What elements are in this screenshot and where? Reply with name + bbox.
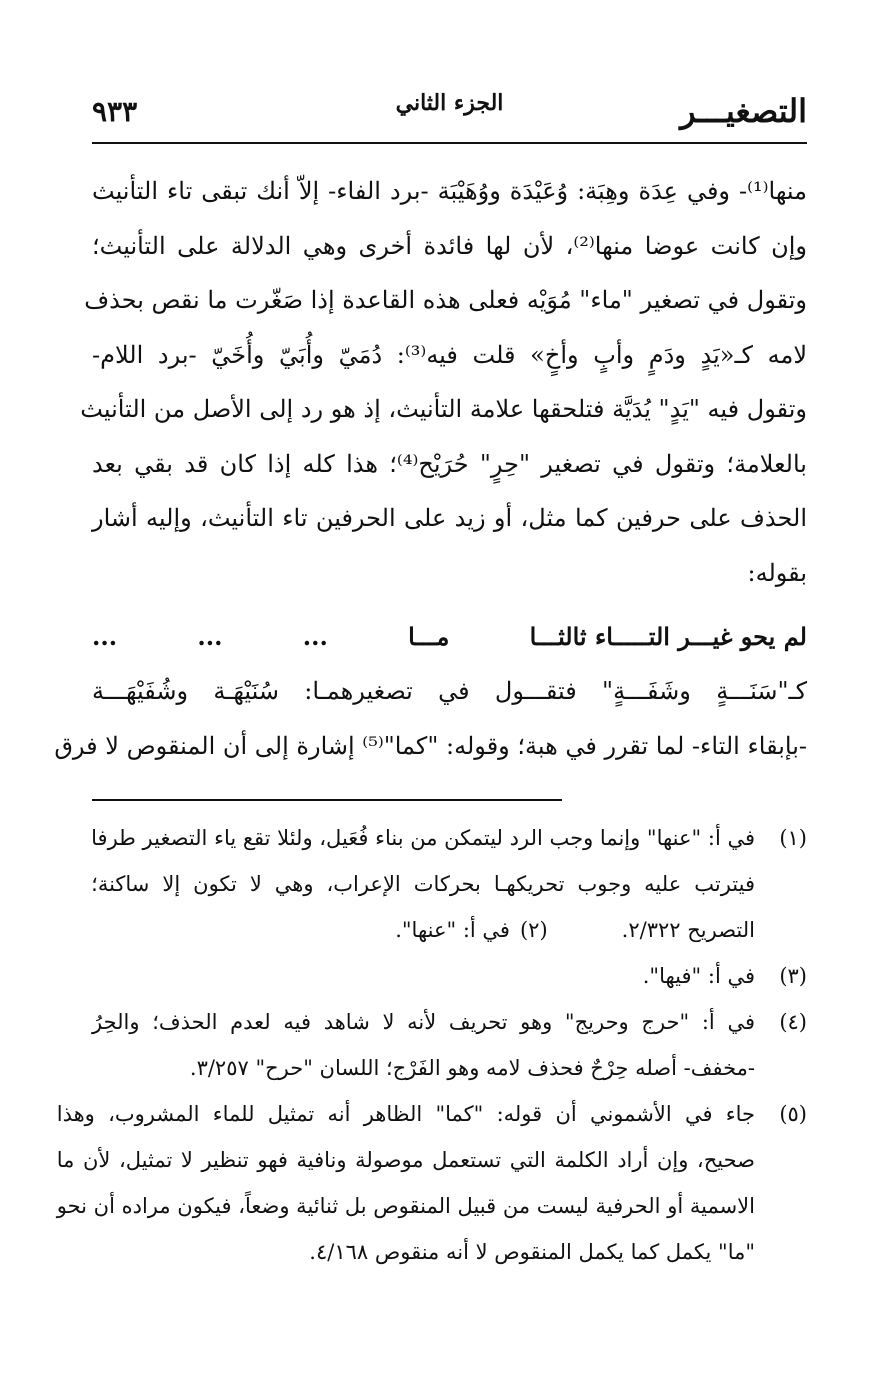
text-line: وإن كانت عوضا منها⁽²⁾، لأن لها فائدة أخرى وهي الدلالة على التأنيث؛ xyxy=(92,231,807,260)
footnote-1 xyxy=(92,815,807,953)
verse-middle-word: مـــا xyxy=(408,622,450,651)
footnote-line: "ما" يكمل كما يكمل المنقوص لا أنه منقوص ٤/١٦٨. xyxy=(309,1240,755,1264)
verse-ellipsis: ... xyxy=(197,622,223,651)
footnote-row xyxy=(91,907,755,953)
text-line: الحذف على حرفين كما مثل، أو زيد على الحرفين تاء التأنيث، وإليه أشار xyxy=(92,504,807,532)
footnote-number: (٢) xyxy=(519,918,548,942)
part-label: الجزء الثاني xyxy=(395,90,504,116)
footnote-line: في أ: "حرج وحريج" وهو تحريف لأنه لا شاهد فيه لعدم الحذف؛ والحِرُ xyxy=(92,1010,755,1034)
footnote-line: صحيح، وإن أراد الكلمة التي تستعمل موصولة ونافية فهو تنظير لا تمثيل، لأن ما xyxy=(56,1148,755,1172)
text-line: لامه كـ«يَدٍ ودَمٍ وأبٍ وأخٍ» قلت فيه⁽³⁾: دُمَيّ وأُبَيّ وأُخَيّ -برد اللام- xyxy=(92,340,808,369)
chapter-title: التصغيـــر xyxy=(680,92,807,130)
footnote-line: -مخفف- أصله حِرْحٌ فحذف لامه وهو الفَرْج؛ اللسان "حرح" ٣/٢٥٧. xyxy=(189,1056,755,1080)
footnote-5 xyxy=(56,1091,807,1275)
main-text xyxy=(54,164,808,773)
footnote-line: فيترتب عليه وجوب تحريكهـا بحركات الإعراب، وهي لا تكون إلا ساكنة؛ xyxy=(91,872,755,896)
footnote-line: جاء في الأشموني أن قوله: "كما" الظاهر أنه تمثيل للماء المشروب، وهذا xyxy=(56,1102,755,1126)
footnote-line: في أ: "عنها" وإنما وجب الرد ليتمكن من بناء فُعَيل، ولئلا تقع ياء التصغير طرفا xyxy=(91,826,755,850)
verse-ellipsis: ... xyxy=(92,622,118,651)
page-number: ٩٣٣ xyxy=(92,94,138,128)
verse-ellipsis: ... xyxy=(302,622,328,651)
footnote-2-text: في أ: "عنها". xyxy=(395,918,510,942)
text-line: بقوله: xyxy=(747,558,807,587)
footnote-line: التصريح ٢/٣٢٢. xyxy=(621,918,755,942)
page-header xyxy=(92,80,807,144)
text-line: بالعلامة؛ وتقول في تصغير "حِرٍ" حُرَيْح⁽⁴⁾؛ هذا كله إذا كان قد بقي بعد xyxy=(92,449,807,478)
text-line: وتقول فيه "يَدٍ" يُدَيَّة فتلحقها علامة التأنيث، إذ هو رد إلى الأصل من التأنيث xyxy=(80,395,807,423)
footnote-3 xyxy=(92,953,807,999)
footnote-line: الاسمية أو الحرفية ليست من قبيل المنقوص بل ثنائية وضعاً، فيكون مراده أن نحو xyxy=(56,1194,755,1218)
text-line: وتقول في تصغير "ماء" مُوَيْه فعلى هذه القاعدة إذا صَغّرت ما نقص بحذف xyxy=(84,286,807,314)
footnote-separator xyxy=(92,799,562,801)
text-line: -بإبقاء التاء- لما تقرر في هبة؛ وقوله: "كما"⁽⁵⁾ إشارة إلى أن المنقوص لا فرق xyxy=(54,731,807,760)
footnote-number: (٤) xyxy=(779,1010,807,1034)
text-line: منها⁽¹⁾- وفي عِدَة وهِبَة: وُعَيْدَة ووُهَيْبَة -برد الفاء- إلاّ أنك تبقى تاء التأنيث xyxy=(92,177,807,205)
footnote-number: (٣) xyxy=(779,964,807,988)
verse-right-hemistich: لم يحو غيـــر التـــــاء ثالثـــا xyxy=(529,622,807,651)
footnote-number: (٥) xyxy=(779,1102,807,1126)
verse-line xyxy=(92,610,807,664)
footnote-number: (١) xyxy=(779,826,807,850)
footnote-4 xyxy=(92,999,807,1091)
text-line: كـ"سَنَـــةٍ وشَفَـــةٍ" فتقـــول في تصغيرهمـا: سُنَيْهَـة وشُفَيْهَـــة xyxy=(92,677,807,705)
footnotes xyxy=(56,815,807,1275)
footnote-line: في أ: "فيها". xyxy=(642,964,755,988)
